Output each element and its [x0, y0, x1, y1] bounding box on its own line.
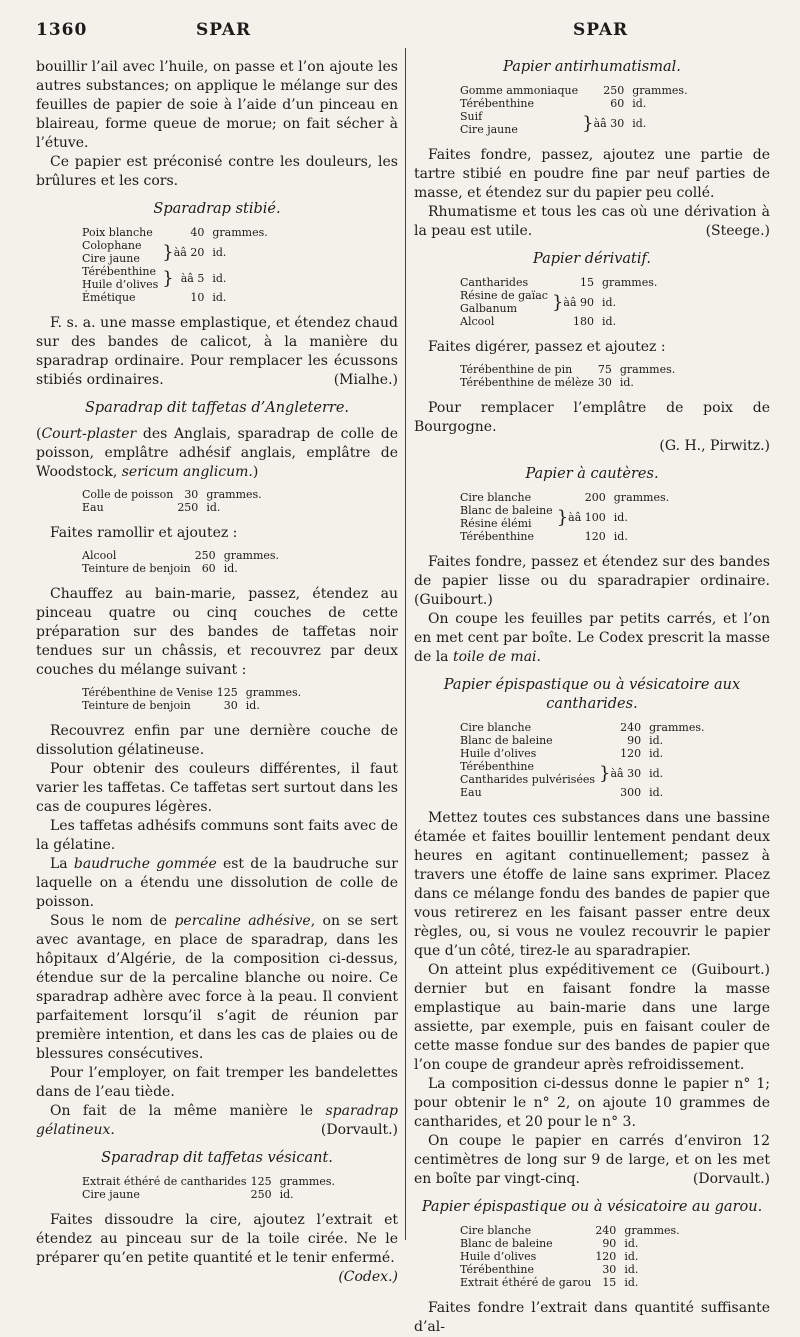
paragraph [414, 809, 770, 978]
ingredient-name: Émétique [82, 291, 136, 304]
recipe-row [82, 686, 301, 699]
paragraph: La composition ci-dessus donne le papier n° 1; pour obtenir le n° 2, on ajoute 10 grammes de cantharides, et 20 pour le n° 3. [414, 1076, 770, 1130]
paragraph: Faites fondre, passez et étendez sur des bandes de papier lisse ou du sparadrapier ordinaire. (Guibourt.) [414, 554, 770, 608]
paragraph: Pour remplacer l’emplâtre de poix de Bourgogne. [414, 400, 770, 435]
ingredient-unit: id. [212, 271, 227, 285]
ingredient-qty: 250 [250, 1188, 272, 1201]
ingredient-unit: id. [624, 1276, 639, 1289]
ingredient-unit: grammes. [223, 549, 280, 562]
recipe-row [460, 504, 669, 517]
paragraph: Faites digérer, passez et ajoutez : [428, 339, 666, 355]
ingredient-unit: id. [624, 1263, 639, 1276]
paragraph-text: La [50, 856, 74, 872]
paragraph-text: Sous le nom de [50, 913, 175, 929]
ingredient-qty: àâ 30 [610, 766, 642, 780]
recipe-row [460, 1237, 680, 1250]
ingredient-name: Térébenthine [460, 1263, 535, 1276]
source-citation: (Dorvault.) [320, 1122, 398, 1138]
ingredient-name: Térébenthine de Venise [82, 686, 213, 699]
ingredient-name: Galbanum [460, 302, 518, 315]
ingredient-unit: id. [624, 1250, 639, 1263]
source-citation: (Codex.) [338, 1269, 398, 1285]
ingredient-unit: grammes. [613, 491, 670, 504]
term-italic: sericum anglicum. [121, 464, 253, 480]
ingredient-unit: grammes. [206, 488, 262, 501]
recipe-row [460, 760, 705, 773]
recipe-title: Papier à cautères. [525, 466, 659, 482]
ingredient-name: Teinture de benjoin [82, 699, 191, 712]
recipe-row [460, 1276, 680, 1289]
recipe-title: Sparadrap dit taffetas d’Angleterre. [84, 400, 350, 416]
term-italic: baudruche gommée [73, 856, 217, 872]
ingredient-unit: grammes. [212, 226, 268, 239]
recipe-title: Papier épispastique ou à vésicatoire au garou. [421, 1199, 763, 1215]
recipe-row [460, 84, 688, 97]
ingredient-qty: 60 [201, 562, 216, 575]
ingredient-qty: 250 [194, 549, 216, 562]
ingredient-unit: grammes. [602, 276, 658, 289]
ingredient-qty: 240 [620, 721, 642, 734]
ingredient-name: Teinture de benjoin [82, 562, 191, 575]
left-column [36, 58, 398, 1287]
ingredient-unit: id. [602, 295, 617, 309]
recipe-row [82, 549, 279, 562]
page-number: 1360 [36, 20, 88, 40]
ingredient-name: Cantharides pulvérisées [460, 773, 596, 786]
ingredient-qty: àâ 90 [563, 295, 595, 309]
term-italic: percaline adhésive [174, 913, 311, 929]
recipe-row [460, 786, 705, 799]
paragraph: Les taffetas adhésifs communs sont faits avec de la gélatine. [36, 818, 398, 853]
ingredient-qty: 300 [620, 786, 642, 799]
source-citation: (Dorvault.) [692, 1171, 770, 1187]
ingredient-name: Gomme ammoniaque [460, 84, 579, 97]
recipe-title: Papier antirhumatismal. [503, 59, 681, 75]
ingredient-unit: grammes. [624, 1224, 680, 1237]
ingredient-qty: 120 [595, 1250, 617, 1263]
paragraph: (Court-plaster des Anglais, sparadrap de colle de poisson, emplâtre adhésif anglais, emplâtre de Woodstock, sericum anglicum.) [36, 426, 398, 480]
ingredient-unit: id. [632, 116, 647, 130]
running-head-right: SPAR [573, 20, 629, 40]
brace-symbol: } [162, 241, 174, 263]
recipe-row [82, 501, 262, 514]
recipe-table [460, 1224, 680, 1289]
recipe-row [460, 530, 669, 543]
ingredient-qty: 15 [580, 276, 595, 289]
term-italic: toile de mai. [452, 649, 541, 665]
ingredient-name: Térébenthine [460, 760, 535, 773]
ingredient-name: Extrait éthéré de garou [460, 1276, 592, 1289]
paragraph-text: On coupe le papier en carrés d’environ 12 centimètres de long sur 9 de large, et on les met en boîte par vingt-cinq. [414, 1133, 770, 1187]
paragraph-text: des Anglais, sparadrap de colle de poisson, emplâtre adhésif anglais, emplâtre de Woodstock, [36, 426, 398, 480]
ingredient-name: Térébenthine [82, 265, 157, 278]
paragraph: Faites ramollir et ajoutez : [50, 525, 238, 541]
source-citation: (G. H., Pirwitz.) [659, 438, 770, 454]
ingredient-name: Cire jaune [460, 123, 518, 136]
ingredient-name: Résine de gaïac [460, 289, 548, 302]
recipe-title: Sparadrap dit taffetas vésicant. [101, 1150, 333, 1166]
ingredient-name: Cire blanche [460, 491, 532, 504]
ingredient-qty: 30 [597, 376, 612, 389]
ingredient-unit: grammes. [632, 84, 688, 97]
ingredient-unit: id. [279, 1188, 294, 1201]
ingredient-qty: 30 [602, 1263, 617, 1276]
recipe-row [460, 747, 705, 760]
column-divider [405, 48, 406, 1240]
recipe-row [460, 276, 657, 289]
right-column [414, 58, 770, 1337]
ingredient-unit: id. [245, 699, 260, 712]
paragraph-text: , on se sert avec avantage, en place de sparadrap, dans les hôpitaux d’Algérie, de la composition ci-dessus, étendue sur de la percaline blanche ou noire. Ce sparadrap adhère avec force à la peau. Il convient parfaitement lorsqu’il s’agit de réunion par première intention, et dans les cas de plaies ou de blessures consécutives. [36, 913, 398, 1062]
ingredient-qty: 10 [190, 291, 205, 304]
ingredient-name: Térébenthine de pin [460, 363, 573, 376]
ingredient-qty: àâ 30 [593, 116, 625, 130]
ingredient-qty: àâ 100 [568, 510, 606, 524]
recipe-row [82, 1175, 335, 1188]
recipe-row [82, 699, 301, 712]
running-head-left: SPAR [196, 20, 252, 40]
ingredient-name: Alcool [460, 315, 495, 328]
recipe-table [460, 276, 657, 328]
paragraph: bouillir l’ail avec l’huile, on passe et l’on ajoute les autres substances; on applique le mélange sur des feuilles de papier de soie à l’aide d’un pinceau en blaireau, forme queue de morue; on fait sécher à l’étuve. [36, 59, 398, 151]
ingredient-unit: id. [212, 291, 227, 304]
recipe-table [82, 549, 279, 575]
paragraph-text: Rhumatisme et tous les cas où une dérivation à la peau est utile. [414, 204, 770, 239]
recipe-row [460, 289, 657, 302]
recipe-row [82, 488, 262, 501]
ingredient-name: Huile d’olives [460, 747, 537, 760]
ingredient-unit: id. [649, 747, 664, 760]
ingredient-name: Blanc de baleine [460, 504, 553, 517]
ingredient-unit: id. [206, 501, 221, 514]
recipe-table [82, 226, 268, 304]
paragraph: Faites fondre, passez, ajoutez une partie de tartre stibié en poudre fine par neuf parties de masse, et étendez sur du papier peu collé. [414, 147, 770, 201]
ingredient-unit: id. [619, 376, 634, 389]
paragraph-text: est de la baudruche sur laquelle on a étendu une dissolution de colle de poisson. [36, 856, 399, 910]
recipe-row [460, 110, 688, 123]
ingredient-name: Cire blanche [460, 721, 532, 734]
recipe-row [460, 491, 669, 504]
ingredient-name: Blanc de baleine [460, 1237, 553, 1250]
ingredient-qty: 40 [190, 226, 205, 239]
paragraph-text: Mettez toutes ces substances dans une bassine étamée et faites bouillir lentement pendant deux heures en agitant continuellement; passez à travers une étoffe de laine sans exprimer. Placez dans ce mélange fondu des bandes de papier que vous retirerez en les faisant passer entre deux règles, ou, si vous ne voulez recouvrir le papier que d’un côté, tirez-le au sparadrapier. [414, 810, 770, 959]
paragraph-text: On fait de la même manière le [50, 1103, 326, 1119]
paragraph [36, 1102, 398, 1140]
ingredient-unit: id. [649, 786, 664, 799]
ingredient-qty: 30 [223, 699, 238, 712]
recipe-table [82, 686, 301, 712]
recipe-row [82, 265, 268, 278]
paragraph-text: F. s. a. une masse emplastique, et étendez chaud sur des bandes de calicot, à la manière du sparadrap ordinaire. Pour remplacer les écussons stibiés ordinaires. [36, 315, 398, 388]
recipe-row [82, 291, 268, 304]
ingredient-unit: grammes. [279, 1175, 335, 1188]
ingredient-qty: 15 [602, 1276, 617, 1289]
ingredient-name: Colophane [82, 239, 142, 252]
ingredient-unit: id. [613, 510, 628, 524]
ingredient-qty: 90 [602, 1237, 617, 1250]
ingredient-qty: 200 [584, 491, 606, 504]
ingredient-qty: 250 [177, 501, 199, 514]
recipe-row [460, 376, 675, 389]
recipe-row [82, 239, 268, 252]
ingredient-name: Cantharides [460, 276, 529, 289]
ingredient-unit: id. [624, 1237, 639, 1250]
recipe-row [82, 1188, 335, 1201]
recipe-row [460, 721, 705, 734]
ingredient-name: Suif [460, 110, 483, 123]
ingredient-qty: 30 [184, 488, 199, 501]
ingredient-unit: grammes. [245, 686, 302, 699]
ingredient-qty: 60 [610, 97, 625, 110]
ingredient-unit: id. [632, 97, 647, 110]
ingredient-name: Résine élémi [460, 517, 532, 530]
ingredient-name: Cire jaune [82, 1188, 140, 1201]
ingredient-name: Huile d’olives [460, 1250, 537, 1263]
recipe-table [460, 721, 705, 799]
recipe-title: Sparadrap stibié. [153, 201, 281, 217]
paragraph: Faites fondre l’extrait dans quantité suffisante d’al- [414, 1300, 770, 1335]
paragraph [414, 610, 770, 667]
recipe-table [460, 491, 669, 543]
recipe-title: Papier dérivatif. [533, 251, 651, 267]
paragraph: Faites dissoudre la cire, ajoutez l’extrait et étendez au pinceau sur de la toile cirée. Ne le préparer qu’en petite quantité et le tenir enfermé. [36, 1212, 398, 1266]
ingredient-qty: 125 [216, 686, 238, 699]
ingredient-unit: id. [602, 315, 617, 328]
paragraph [36, 314, 398, 390]
ingredient-name: Eau [460, 786, 482, 799]
ingredient-name: Alcool [82, 549, 117, 562]
ingredient-name: Térébenthine [460, 530, 535, 543]
ingredient-unit: id. [212, 245, 227, 259]
ingredient-unit: id. [223, 562, 238, 575]
paragraph [414, 437, 770, 456]
recipe-table [460, 84, 688, 136]
recipe-row [460, 734, 705, 747]
ingredient-qty: 120 [584, 530, 606, 543]
recipe-row [82, 562, 279, 575]
ingredient-qty: 120 [620, 747, 642, 760]
paragraph: Ce papier est préconisé contre les douleurs, les brûlures et les cors. [36, 154, 398, 189]
brace-symbol: } [599, 762, 611, 784]
recipe-table [82, 1175, 335, 1201]
recipe-row [460, 1263, 680, 1276]
ingredient-unit: id. [649, 734, 664, 747]
term-italic: sparadrap gélatineux. [36, 1103, 398, 1138]
ingredient-qty: 180 [573, 315, 595, 328]
ingredient-qty: 250 [603, 84, 625, 97]
brace-symbol: } [162, 267, 174, 289]
ingredient-name: Cire jaune [82, 252, 140, 265]
ingredient-qty: àâ 5 [180, 271, 205, 285]
ingredient-qty: 240 [595, 1224, 617, 1237]
ingredient-name: Poix blanche [82, 226, 153, 239]
term-italic: Court-plaster [41, 426, 137, 442]
recipe-row [460, 363, 675, 376]
paragraph: Recouvrez enfin par une dernière couche de dissolution gélatineuse. [36, 723, 398, 758]
ingredient-name: Huile d’olives [82, 278, 159, 291]
ingredient-name: Cire blanche [460, 1224, 532, 1237]
ingredient-name: Térébenthine [460, 97, 535, 110]
brace-symbol: } [556, 506, 569, 528]
ingredient-name: Eau [82, 501, 104, 514]
paragraph: Pour l’employer, on fait tremper les bandelettes dans de l’eau tiède. [36, 1065, 398, 1100]
recipe-row [460, 1224, 680, 1237]
ingredient-qty: 125 [250, 1175, 272, 1188]
recipe-table [460, 363, 675, 389]
brace-symbol: } [582, 112, 594, 134]
ingredient-unit: grammes. [619, 363, 676, 376]
recipe-row [460, 97, 688, 110]
recipe-table [82, 488, 262, 514]
ingredient-qty: 90 [627, 734, 642, 747]
source-citation: (Mialhe.) [333, 372, 398, 388]
paragraph-text: On coupe les feuilles par petits carrés, et l’on en met cent par boîte. Le Codex prescrit la masse de la [414, 611, 770, 665]
ingredient-unit: grammes. [649, 721, 705, 734]
paragraph: On atteint plus expéditivement ce dernier but en faisant fondre la masse emplastique au bain-marie dans une large assiette, par exemple, puis en faisant couler de cette masse fondue sur des bandes de papier que l’on coupe de grandeur après refroidissement. [414, 962, 770, 1073]
paragraph [414, 1132, 770, 1189]
paragraph [36, 912, 398, 1064]
recipe-row [460, 1250, 680, 1263]
ingredient-qty: àâ 20 [173, 245, 205, 259]
recipe-row [82, 226, 268, 239]
recipe-title: Papier épispastique ou à vésicatoire aux cantharides. [443, 677, 741, 712]
ingredient-unit: id. [649, 766, 664, 780]
paragraph [414, 203, 770, 241]
ingredient-name: Extrait éthéré de cantharides [82, 1175, 247, 1188]
paragraph: Chauffez au bain-marie, passez, étendez au pinceau quatre ou cinq couches de cette préparation sur des bandes de taffetas noir tendues sur un châssis, et recouvrez par deux couches du mélange suivant : [36, 586, 398, 678]
recipe-row [460, 315, 657, 328]
ingredient-unit: id. [613, 530, 628, 543]
source-citation: (Guibourt.) [691, 962, 770, 978]
ingredient-name: Térébenthine de mélèze [460, 376, 594, 389]
paragraph [36, 855, 398, 912]
brace-symbol: } [551, 291, 564, 313]
paragraph: Pour obtenir des couleurs différentes, il faut varier les taffetas. Ce taffetas sert surtout dans les cas de coupures légères. [36, 761, 398, 815]
source-citation: (Steege.) [705, 223, 770, 239]
ingredient-name: Blanc de baleine [460, 734, 553, 747]
ingredient-name: Colle de poisson [82, 488, 174, 501]
ingredient-qty: 75 [597, 363, 612, 376]
